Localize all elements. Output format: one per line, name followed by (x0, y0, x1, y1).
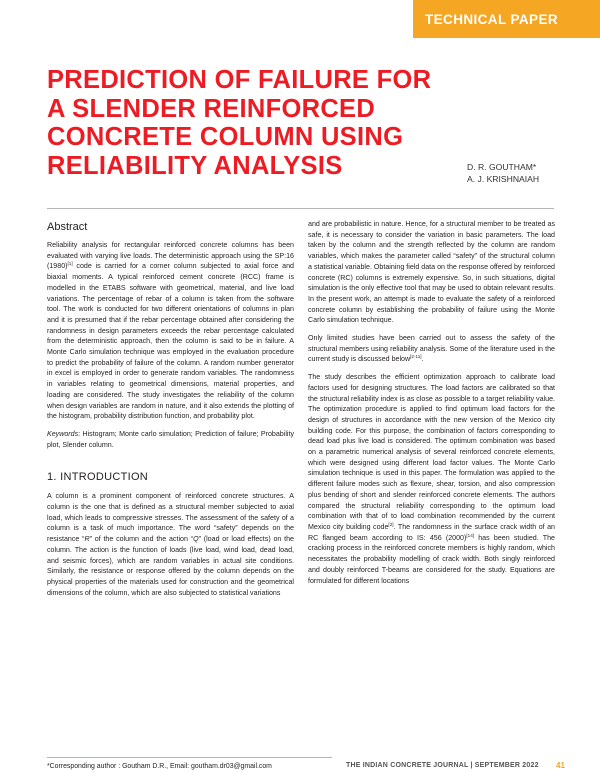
title-line: CONCRETE COLUMN USING (47, 123, 404, 152)
right-column (308, 219, 555, 593)
body-text: has been studied. The cracking process in the reinforced concrete members is highly random, which necessitates the probability modelling of crack width. Both singly reinforced and doubly reinforced T-beams are considered for the study. Equations are formulated for different locations (308, 533, 555, 585)
abstract-paragraph (47, 240, 294, 422)
author-list (467, 161, 539, 185)
body-paragraph (308, 333, 555, 365)
header-divider (47, 208, 554, 209)
title-line: RELIABILITY ANALYSIS (47, 151, 343, 180)
section-tag-label: TECHNICAL PAPER (425, 12, 559, 27)
left-column (47, 220, 294, 605)
page-number: 41 (556, 761, 565, 770)
title-line: PREDICTION OF FAILURE FOR (47, 66, 432, 94)
journal-footer: THE INDIAN CONCRETE JOURNAL | SEPTEMBER 2022 (346, 762, 539, 769)
author-name: A. J. KRISHNAIAH (467, 174, 540, 184)
author-name: D. R. GOUTHAM* (467, 162, 537, 172)
citation-ref: [1] (67, 261, 73, 267)
symbol-r: R (84, 535, 90, 544)
keywords (47, 429, 294, 450)
body-text: . (421, 355, 424, 364)
introduction-paragraph (47, 491, 294, 598)
article-title (47, 66, 431, 180)
body-paragraph: and are probabilistic in nature. Hence, for a structural member to be treated as safe, it is necessary to consider the variation in basic parameters. The load taken by the column and the strength reflected by the column are random variables, which makes the parameter called “safety” of the structural column a statistical variable. Obtaining field data on the response offered by reinforced concrete (RC) columns is extremely expensive. So, in such situations, digital simulation is the only effective tool that may be used to obtain relevant results. In the present work, an attempt is made to evaluate the safety of a reinforced concrete column by establishing the probability of failure using the Monte Carlo simulation technique. (308, 220, 555, 325)
symbol-q: Q (193, 535, 199, 544)
introduction-heading: 1. INTRODUCTION (47, 471, 149, 484)
citation-ref: [2] (388, 521, 394, 527)
footnote-divider (47, 757, 332, 758)
body-text: Only limited studies have been carried out to assess the safety of the structural members using reliability analysis. Some of the literature used in the current study is discussed below (308, 334, 555, 364)
body-text: . The randomness in the surface crack width of an RC flanged beam according to IS: 456 (2000) (308, 522, 555, 542)
keywords-text: : Histogram; Monte carlo simulation; Prediction of failure; Probability plot, Slender column. (47, 429, 294, 449)
abstract-text-a: Reliability analysis for rectangular reinforced concrete columns has been evaluated with varying live loads. The deterministic approach using the SP:16 (1980) (47, 241, 294, 271)
body-paragraph (308, 372, 555, 586)
keywords-label: Keywords (47, 429, 79, 438)
corresponding-author-note: *Corresponding author : Goutham D.R., Email: goutham.dr03@gmail.com (47, 763, 272, 770)
abstract-text-b: code is carried for a corner column subjected to axial force and biaxial moments. A typical reinforced cement concrete (RCC) frame is modelled in the ETABS software with geometrical, material, and live load variations. The percentage of rebar of a column is taken from the software tool. The work is conducted for two different orientations of columns in plan and it is presumed that if the rebar percentage obtained after considering the randomness in design parameters exceeds the rebar percentage calculated from the deterministic approach, then the column is said to be in failure. A Monte Carlo simulation technique was employed in the evaluation procedure to predict the probability of failure of the column. A random number generator in excel is employed in order to generate random variables. The randomness in variables relating to geometrical dimensions, material properties, and loading are considered. The study investigates the reliability of the column when design variables are random in nature, and it also extends the plotting of the histogram, probability distribution function, and probability plot. (47, 262, 294, 421)
citation-ref: [14] (466, 532, 475, 538)
intro-text-b: ” of the column and the action “ (89, 535, 194, 544)
body-text: The study describes the efficient optimization approach to calibrate load factors used for designing structures. The load factors are calibrated so that the structural reliability index is as close as possible to a target reliability value. The optimization procedure is applied to find optimum load factors for the design of structures in accordance with the new version of the Mexico city building code. For this purpose, the combination of factors corresponding to dead load plus live load is considered. The optimum combination was based on a parametric numerical analysis of several reinforced concrete elements, which were designed using different load factor values. The Monte Carlo simulation technique is used in this paper. The formulation was applied to the different failure modes such as flexure, shear, torsion, and also compression plus bending of short and slender reinforced concrete elements. The authors compared the structural reliability corresponding to the optimum load combination with that of to load combination recommended by the current Mexico city building code (308, 373, 555, 531)
citation-ref: [2-11] (410, 354, 422, 360)
title-line: A SLENDER REINFORCED (47, 94, 376, 123)
section-tag (413, 0, 600, 38)
intro-text-a: A column is a prominent component of reinforced concrete structures. A column is the one that is defined as a structural member subjected to axial load, which leads to compressive stresses. The assessment of the safety of a column is a task of much importance. The word “safety” depends on the resistance “ (47, 492, 294, 544)
intro-text-c: ” (load or load effects) on the column. The action is the function of loads (live load, wind load, dead load, and seismic forces), which are random variables in actual site conditions. Similarly, the resistance or response offered by the column depends on the physical properties of the materials used for construction and the geometrical dimensions of the column, which are also subjected to statistical variations (47, 535, 294, 597)
abstract-heading: Abstract (47, 221, 88, 233)
